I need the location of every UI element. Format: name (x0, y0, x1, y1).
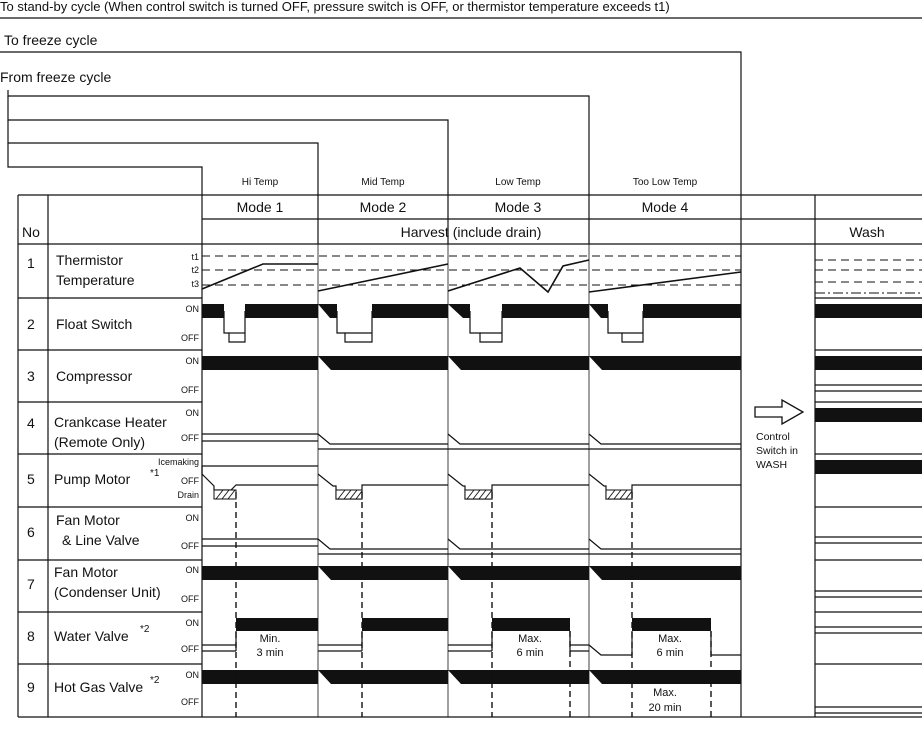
mode4-temp-label: Too Low Temp (632, 177, 698, 188)
row-2-label: Float Switch (56, 316, 133, 332)
hot-gas-notes (648, 687, 681, 714)
wash-transition (755, 400, 803, 471)
row-6-label-line2: & Line Valve (62, 532, 140, 548)
row-6-label: Fan Motor (56, 512, 120, 528)
row-3-number: 3 (27, 368, 35, 384)
row-6-state-on: ON (185, 513, 199, 523)
row-8-label: Water Valve (54, 628, 129, 644)
mode1-label: Mode 1 (236, 199, 284, 215)
row-7-label: Fan Motor (54, 564, 118, 580)
row-6-number: 6 (27, 524, 35, 540)
row-8-number: 8 (27, 628, 35, 644)
row-7-state-on: ON (185, 565, 199, 575)
row-5-state-drain: Drain (177, 490, 199, 500)
mode1-temp-label: Hi Temp (241, 177, 279, 188)
compressor-trace (202, 356, 922, 391)
row-5-number: 5 (27, 471, 35, 487)
row-6-state-off: OFF (181, 541, 199, 551)
hotgas-mode4-max-label: Max. (653, 687, 677, 699)
row-7-label-line2: (Condenser Unit) (54, 584, 161, 600)
from-freeze-label: From freeze cycle (0, 69, 112, 85)
row-4-state-on: ON (185, 408, 199, 418)
transition-label-line2: Switch in (756, 445, 799, 457)
wash-header: Wash (849, 224, 885, 240)
row-1-state-t2: t2 (191, 265, 199, 275)
right-arrow-icon (755, 400, 803, 424)
water-mode4-max-value: 6 min (656, 647, 684, 659)
row-1-state-t3: t3 (191, 279, 199, 289)
row-8-state-on: ON (185, 618, 199, 628)
row-3-label: Compressor (56, 368, 133, 384)
row-4-label: Crankcase Heater (54, 414, 167, 430)
hotgas-mode4-max-value: 20 min (648, 702, 682, 714)
row-8-state-off: OFF (181, 644, 199, 654)
mode3-label: Mode 3 (494, 199, 542, 215)
mode3-temp-label: Low Temp (495, 177, 541, 188)
row-4-number: 4 (27, 415, 35, 431)
transition-label-line3: WASH (756, 459, 788, 471)
row-5-label: Pump Motor (54, 471, 131, 487)
harvest-header: Harvest (include drain) (400, 224, 542, 240)
row-7-state-off: OFF (181, 594, 199, 604)
mode2-temp-label: Mid Temp (361, 177, 405, 188)
row-9-state-off: OFF (181, 697, 199, 707)
water-mode1-min-value: 3 min (256, 647, 284, 659)
row-1-label: Thermistor (56, 252, 123, 268)
fan-condenser-trace (202, 566, 922, 597)
water-mode3-max-label: Max. (518, 633, 542, 645)
crankcase-trace (202, 408, 922, 449)
row-2-state-off: OFF (181, 333, 199, 343)
pump-motor-trace (202, 460, 922, 499)
row-5-state-off: OFF (181, 476, 199, 486)
row-9-label: Hot Gas Valve (54, 679, 144, 695)
water-mode3-max-value: 6 min (516, 647, 544, 659)
row-7-number: 7 (27, 576, 35, 592)
thermistor-trace (202, 256, 922, 293)
row-1-label-line2: Temperature (56, 272, 135, 288)
row-3-state-off: OFF (181, 385, 199, 395)
row-1-state-t1: t1 (191, 252, 199, 262)
row-4-state-off: OFF (181, 433, 199, 443)
mode2-label: Mode 2 (359, 199, 407, 215)
to-freeze-label: To freeze cycle (4, 32, 98, 48)
row-8-superscript: *2 (140, 624, 150, 635)
mode4-label: Mode 4 (641, 199, 689, 215)
row-9-superscript: *2 (150, 675, 160, 686)
flow-lines (0, 18, 922, 195)
standby-label: To stand-by cycle (When control switch is turned OFF, pressure switch is OFF, or thermistor temperature exceeds t1) (0, 0, 670, 14)
row-2-state-on: ON (185, 304, 199, 314)
state-labels (158, 252, 200, 707)
no-header: No (22, 224, 40, 240)
row-2-number: 2 (27, 316, 35, 332)
fan-line-valve-trace (202, 537, 922, 554)
row-9-number: 9 (27, 679, 35, 695)
row-5-superscript: *1 (150, 468, 160, 479)
row-3-state-on: ON (185, 356, 199, 366)
temperature-curves (202, 260, 741, 292)
row-9-state-on: ON (185, 670, 199, 680)
float-switch-trace (202, 304, 922, 342)
row-dividers-wash (815, 298, 922, 664)
temp-threshold-lines (202, 256, 922, 285)
transition-label-line1: Control (756, 431, 790, 443)
hot-gas-valve-trace (202, 670, 922, 713)
row-4-label-line2: (Remote Only) (54, 434, 146, 450)
water-valve-trace (202, 618, 922, 655)
water-mode1-min-label: Min. (259, 633, 281, 645)
water-mode4-max-label: Max. (658, 633, 682, 645)
row-1-number: 1 (27, 255, 35, 271)
row-5-state-icemaking: Icemaking (157, 457, 199, 467)
